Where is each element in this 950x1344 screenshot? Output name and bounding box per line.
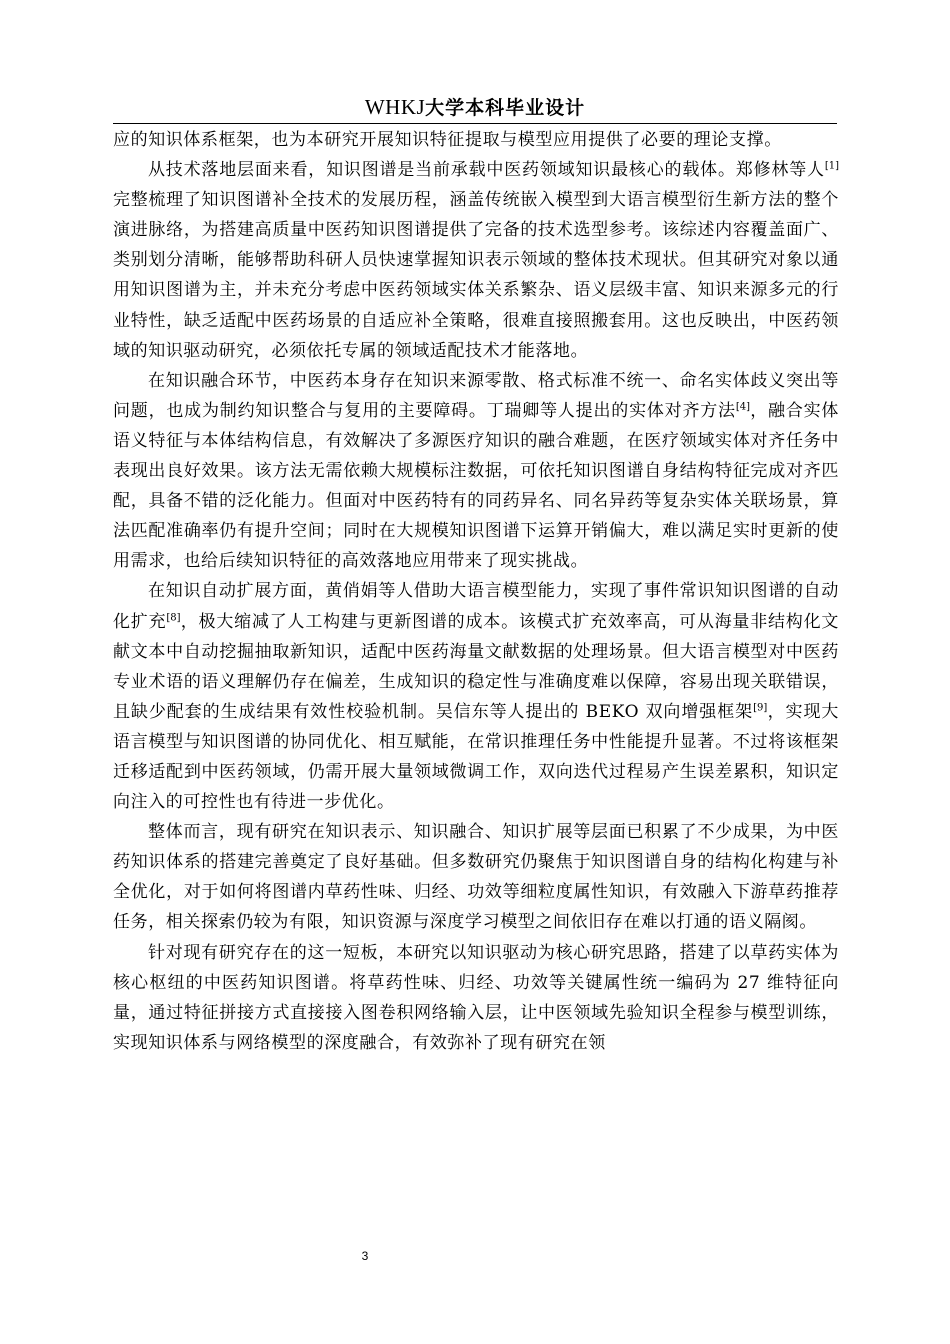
body-paragraph bbox=[113, 366, 839, 577]
paragraph-text: 针对现有研究存在的这一短板，本研究以知识驱动为核心研究思路，搭建了以草药实体为核心枢纽的中医药知识图谱。将草药性味、归经、功效等关键属性统一编码为 27 维特征向量，通过特征拼接方式直接接入图卷积网络输入层，让中医领域先验知识全程参与模型训练，实现知识体系与网络模型的深度融合，有效弥补了现有研究在领 bbox=[113, 942, 839, 1053]
paragraph-text: 在知识融合环节，中医药本身存在知识来源零散、格式标准不统一、命名实体歧义突出等问题，也成为制约知识整合与复用的主要障碍。丁瑞卿等人提出的实体对齐方法 bbox=[113, 370, 839, 421]
paragraph-text: ，实现大语言模型与知识图谱的协同优化、相互赋能，在常识推理任务中性能提升显著。不过将该框架迁移适配到中医药领域，仍需开展大量领域微调工作，双向迭代过程易产生误差累积，知识定向注入的可控性也有待进一步优化。 bbox=[113, 701, 839, 813]
page-header bbox=[113, 93, 837, 121]
body-paragraph bbox=[113, 817, 839, 937]
paragraph-text: ，融合实体语义特征与本体结构信息，有效解决了多源医疗知识的融合难题，在医疗领域实体对齐任务中表现出良好效果。该方法无需依赖大规模标注数据，可依托知识图谱自身结构特征完成对齐匹配，具备不错的泛化能力。但面对中医药特有的同药异名、同名异药等复杂实体关联场景，算法匹配准确率仍有提升空间；同时在大规模知识图谱下运算开销偏大，难以满足实时更新的使用需求，也给后续知识特征的高效落地应用带来了现实挑战。 bbox=[113, 400, 840, 572]
body-text bbox=[113, 125, 839, 1058]
paragraph-text: 整体而言，现有研究在知识表示、知识融合、知识扩展等层面已积累了不少成果，为中医药知识体系的搭建完善奠定了良好基础。但多数研究仍聚焦于知识图谱自身的结构化构建与补全优化，对于如何将图谱内草药性味、归经、功效等细粒度属性知识，有效融入下游草药推荐任务，相关探索仍较为有限，知识资源与深度学习模型之间依旧存在难以打通的语义隔阂。 bbox=[113, 822, 839, 933]
citation-marker: [8] bbox=[166, 611, 181, 623]
citation-marker: [4] bbox=[735, 401, 751, 413]
header-university-code: WHKJ bbox=[364, 95, 426, 119]
page-number: 3 bbox=[361, 1249, 369, 1263]
paragraph-text: 完整梳理了知识图谱补全技术的发展历程，涵盖传统嵌入模型到大语言模型衍生新方法的整个演进脉络，为搭建高质量中医药知识图谱提供了完备的技术选型参考。该综述内容覆盖面广、类别划分清晰，能够帮助科研人员快速掌握知识表示领域的整体技术现状。但其研究对象以通用知识图谱为主，并未充分考虑中医药领域实体关系繁杂、语义层级丰富、知识来源多元的行业特性，缺乏适配中医药场景的自适应补全策略，很难直接照搬套用。这也反映出，中医药领域的知识驱动研究，必须依托专属的领域适配技术才能落地。 bbox=[113, 190, 839, 361]
body-paragraph bbox=[113, 938, 839, 1058]
paragraph-text: 应的知识体系框架，也为本研究开展知识特征提取与模型应用提供了必要的理论支撑。 bbox=[113, 130, 782, 150]
paragraph-text: ，极大缩减了人工构建与更新图谱的成本。该模式扩充效率高，可从海量非结构化文献文本中自动挖掘抽取新知识，适配中医药海量文献数据的处理场景。但大语言模型对中医药专业术语的语义理解仍存在偏差，生成知识的稳定性与准确度难以保障，容易出现关联错误，且缺少配套的生成结果有效性校验机制。吴信东等人提出的 BEKO 双向增强框架 bbox=[113, 611, 839, 722]
body-paragraph bbox=[113, 125, 839, 155]
header-divider bbox=[113, 123, 837, 124]
paragraph-text: 从技术落地层面来看，知识图谱是当前承载中医药领域知识最核心的载体。郑修林等人 bbox=[148, 160, 825, 181]
citation-marker: [9] bbox=[753, 702, 768, 714]
body-paragraph bbox=[113, 155, 839, 366]
paragraph-text: 在知识自动扩展方面，黄俏娟等人借助大语言模型能力，实现了事件常识知识图谱的自动化扩充 bbox=[113, 581, 839, 632]
citation-marker: [1] bbox=[824, 160, 839, 172]
header-document-title: 大学本科毕业设计 bbox=[425, 97, 586, 119]
body-paragraph bbox=[113, 576, 839, 817]
